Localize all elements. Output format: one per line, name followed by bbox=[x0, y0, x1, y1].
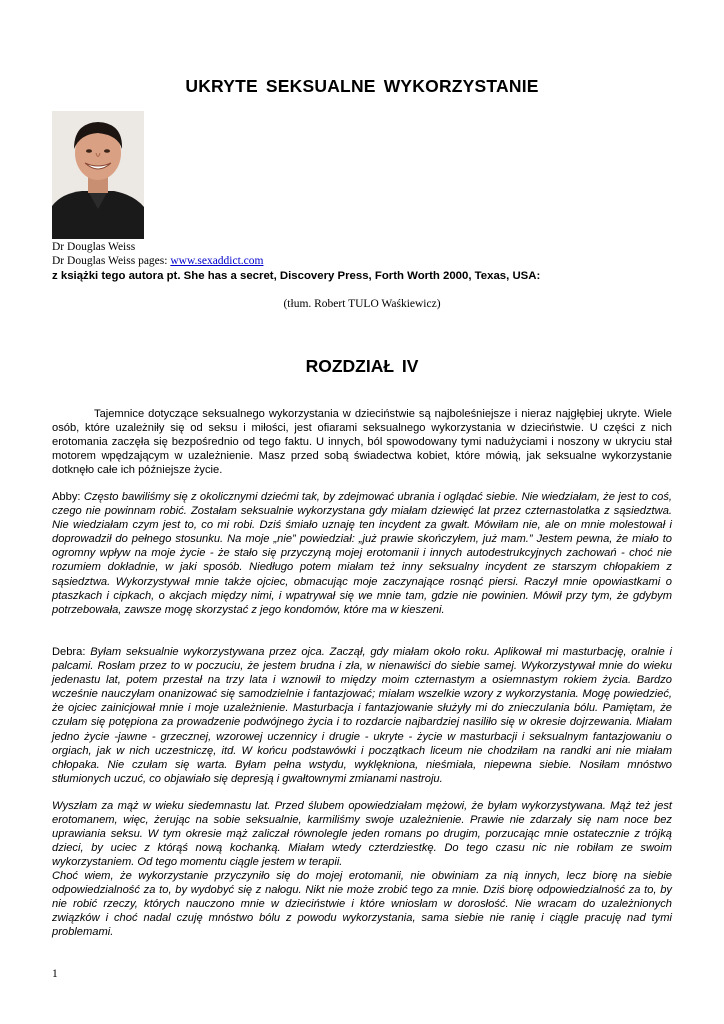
abby-text: Często bawiliśmy się z okolicznymi dziećmi tak, by zdejmować ubrania i oglądać siebie. Nie wiedziałam, że jest to coś, czego nie powinnam robić. Zostałam seksualnie wykorzystana gdy miałam dziewięć lat przez czternastolatka z sąsiedztwa. Nie wiedziałam czym jest to, co mi robi. Dziś śmiało uznaję ten incydent za gwałt. Mówiłam nie, ale on mnie molestował i doprowadził do pełnego stosunku. Na moje „nie” powiedział: „już prawie skończyłem, już mam.” Jestem pewna, że miało to ogromny wpływ na moje życie - że stało się przyczyną mojej erotomanii i innych autodestrukcyjnych zachowań - choć nie rozumiem dokładnie, w jaki sposób. Niedługo potem miałam też inny seksualny incydent ze starszym chłopakiem z sąsiedztwa. Wykorzystywał mnie także ojciec, obmacując moje zaczynające rosnąć piersi. Raczył mnie opowiastkami o ptaszkach i cipkach, o akcjach między nimi, i wpatrywał się we mnie tam, gdzie nie powinien. Mówił przy tym, że gdybym potrzebowała, zawsze mogę skorzystać z jego kondomów, które ma w kieszeni. bbox=[52, 491, 672, 616]
intro-paragraph: Tajemnice dotyczące seksualnego wykorzystania w dzieciństwie są najboleśniejsze i nieraz najgłębiej ukryte. Wiele osób, które uzależniły się od seksu i miłości, jest ofiarami seksualnego wykorzystania w dzieciństwie. U części z nich erotomania zaczęła się bezpośrednio od tego faktu. U innych, ból spowodowany tymi nadużyciami i noszony w ukryciu stał motorem wpędzającym w uzależnienie. Masz przed sobą świadectwa kobiet, które mówią, jak seksualne wykorzystanie dotknęło całe ich późniejsze życie. bbox=[52, 408, 672, 477]
debra-paragraph-2: Wyszłam za mąż w wieku siedemnastu lat. Przed ślubem opowiedziałam mężowi, że byłam wykorzystywana. Mąż też jest erotomanem, więc, żerując na sobie seksualnie, karmiliśmy swoje uzależnienie. Prawie nie zdarzały się nam noce bez uprawiania seksu. W tym okresie mąż zaliczał równolegle jeden romans po drugim, porzucając mnie ostatecznie z trójką dzieci, by uciec z którąś nową kochanką. Miałam wtedy czterdziestkę. Do tego czasu nic nie robiłam ze swoim wykorzystaniem. Od tego momentu ciągle jestem w terapii. bbox=[52, 800, 672, 869]
debra-paragraph-3: Choć wiem, że wykorzystanie przyczyniło się do mojej erotomanii, nie obwiniam za nią innych, lecz biorę na siebie odpowiedzialność za to, by wydobyć się z nałogu. Nikt nie może zrobić tego za mnie. Dziś biorę odpowiedzialność za to, by nie robić rzeczy, których nauczono mnie w dzieciństwie i które wniosłam w dorosłość. Nie wracam do uzależnionych związków i choć nadal czuję mnóstwo bólu z powodu wykorzystania, sama siebie nie ranię i ciągle pracuję nad tymi problemami. bbox=[52, 870, 672, 939]
debra-label: Debra: bbox=[52, 646, 91, 658]
abby-label: Abby: bbox=[52, 491, 84, 503]
translator-credit: (tłum. Robert TULO Waśkiewicz) bbox=[283, 298, 441, 310]
page-number: 1 bbox=[52, 968, 58, 980]
author-pages-line bbox=[52, 255, 263, 268]
debra-text: Byłam seksualnie wykorzystywana przez ojca. Zaczął, gdy miałam około roku. Aplikował mi masturbację, oralnie i palcami. Rosłam przez to w poczuciu, że jestem brudna i zła, w nienawiści do siebie samej. Wykorzystywał mnie do wieku jedenastu lat, potem przestał na trzy lata i wznowił to między moim czternastym a osiemnastym rokiem życia. Bardzo wcześnie nauczyłam onanizować się samodzielnie i fantazjować; miałam wszelkie wzory z wykorzystania. Mogę powiedzieć, że ojciec zainicjował mnie i moje uzależnienie. Masturbacja i fantazjowanie służyły mi do znieczulania bólu. Pamiętam, że czułam się potępiona za prowadzenie podwójnego życia i to rozdarcie najbardziej nasiliło się w okresie dojrzewania. Miałam jedno życie -jawne - grzecznej, wzorowej uczennicy i drugie - ukryte - życie w masturbacji i seksualnym fantazjowaniu o orgiach, jak w nich uczestniczę, itd. W końcu podstawówki i początkach liceum nie chodziłam na randki ani nie miałam chłopaka. Nie czułam się warta. Byłam pełna wstydu, wyklękniona, nieśmiała, niepewna siebie. Nosiłam mnóstwo stłumionych uczuć, co objawiało się depresją i gwałtownymi zmianami nastroju. bbox=[52, 646, 672, 785]
author-portrait-image bbox=[52, 111, 144, 239]
author-website-link[interactable]: www.sexaddict.com bbox=[170, 255, 264, 267]
book-source: z książki tego autora pt. She has a secret, Discovery Press, Forth Worth 2000, Texas, USA: bbox=[52, 270, 541, 282]
debra-testimony bbox=[52, 645, 672, 786]
document-title: UKRYTE SEKSUALNE WYKORZYSTANIE bbox=[185, 76, 539, 96]
abby-testimony bbox=[52, 490, 672, 617]
author-photo bbox=[52, 111, 144, 239]
author-pages-label: Dr Douglas Weiss pages: bbox=[52, 255, 171, 267]
chapter-heading: ROZDZIAŁ IV bbox=[305, 356, 419, 376]
author-name: Dr Douglas Weiss bbox=[52, 241, 136, 253]
